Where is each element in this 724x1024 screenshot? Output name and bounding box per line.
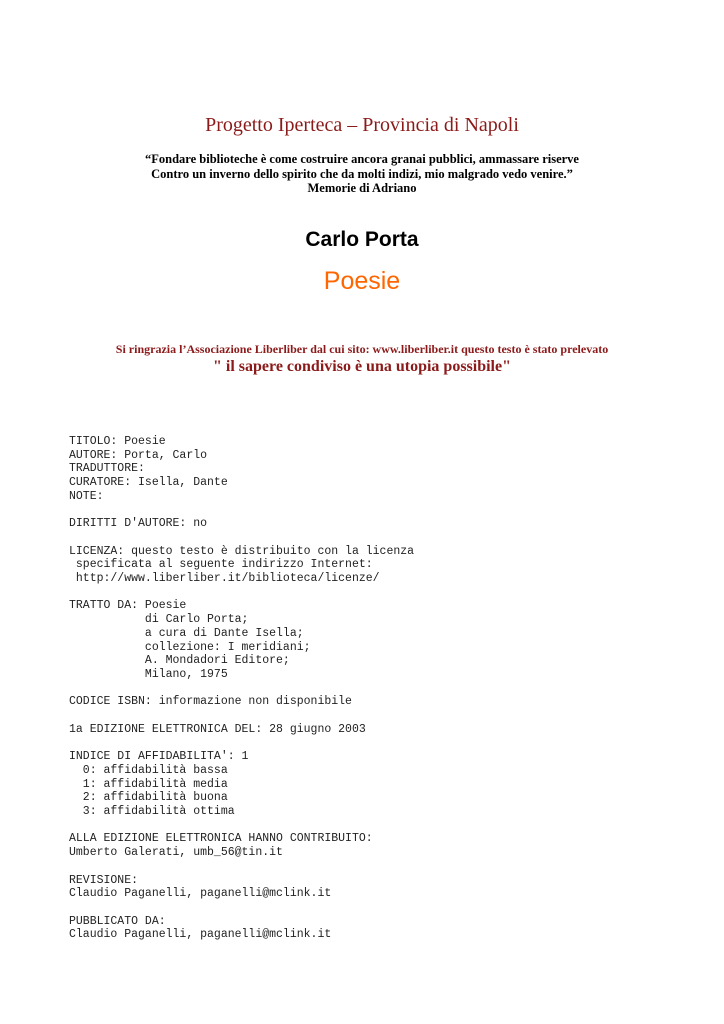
- metadata-line: TRADUTTORE:: [69, 462, 145, 476]
- metadata-line: PUBBLICATO DA:: [69, 914, 166, 928]
- metadata-line: Claudio Paganelli, paganelli@mclink.it: [69, 928, 332, 942]
- metadata-line: LICENZA: questo testo è distribuito con la licenza: [69, 544, 415, 558]
- metadata-line: REVISIONE:: [69, 873, 139, 887]
- metadata-line: specificata al seguente indirizzo Internet:: [69, 558, 373, 572]
- metadata-line: TITOLO: Poesie: [69, 435, 166, 448]
- metadata-line: NOTE:: [69, 489, 104, 503]
- metadata-line: TRATTO DA: Poesie: [69, 599, 187, 613]
- metadata-line: A. Mondadori Editore;: [69, 654, 290, 668]
- metadata-line: di Carlo Porta;: [69, 613, 249, 627]
- project-title: Progetto Iperteca – Provincia di Napoli: [205, 114, 519, 136]
- quote-line: Contro un inverno dello spirito che da molti indizi, mio malgrado vedo venire.”: [151, 166, 573, 181]
- metadata-line: Umberto Galerati, umb_56@tin.it: [69, 846, 283, 860]
- metadata-line: 1: affidabilità media: [69, 777, 228, 791]
- book-author: Carlo Porta: [305, 228, 419, 251]
- metadata-line: 1a EDIZIONE ELETTRONICA DEL: 28 giugno 2003: [69, 722, 366, 736]
- metadata-line: 2: affidabilità buona: [69, 791, 228, 805]
- metadata-block: [69, 435, 414, 942]
- metadata-line: CURATORE: Isella, Dante: [69, 476, 228, 490]
- metadata-line: AUTORE: Porta, Carlo: [69, 448, 208, 462]
- metadata-line: CODICE ISBN: informazione non disponibile: [69, 695, 352, 709]
- metadata-line: a cura di Dante Isella;: [69, 626, 304, 640]
- metadata-line: http://www.liberliber.it/biblioteca/licenze/: [69, 572, 380, 586]
- metadata-line: Claudio Paganelli, paganelli@mclink.it: [69, 887, 332, 901]
- metadata-line: 3: affidabilità ottima: [69, 804, 235, 818]
- quote-source: Memorie di Adriano: [307, 181, 417, 195]
- metadata-line: INDICE DI AFFIDABILITA': 1: [69, 750, 249, 764]
- book-title: Poesie: [323, 267, 401, 295]
- acknowledgement-text: Si ringrazia l’Associazione Liberliber dal cui sito: www.liberliber.it questo testo è stato prelevato: [115, 342, 609, 356]
- motto: " il sapere condiviso è una utopia possibile": [213, 358, 511, 375]
- metadata-line: ALLA EDIZIONE ELETTRONICA HANNO CONTRIBUITO:: [69, 832, 373, 846]
- quote-line: “Fondare biblioteche è come costruire ancora granai pubblici, ammassare riserve: [145, 152, 579, 166]
- metadata-line: collezione: I meridiani;: [69, 640, 311, 654]
- metadata-line: Milano, 1975: [69, 667, 228, 681]
- metadata-line: DIRITTI D'AUTORE: no: [69, 517, 208, 531]
- metadata-line: 0: affidabilità bassa: [69, 763, 228, 777]
- epigraph-quote: [0, 152, 724, 196]
